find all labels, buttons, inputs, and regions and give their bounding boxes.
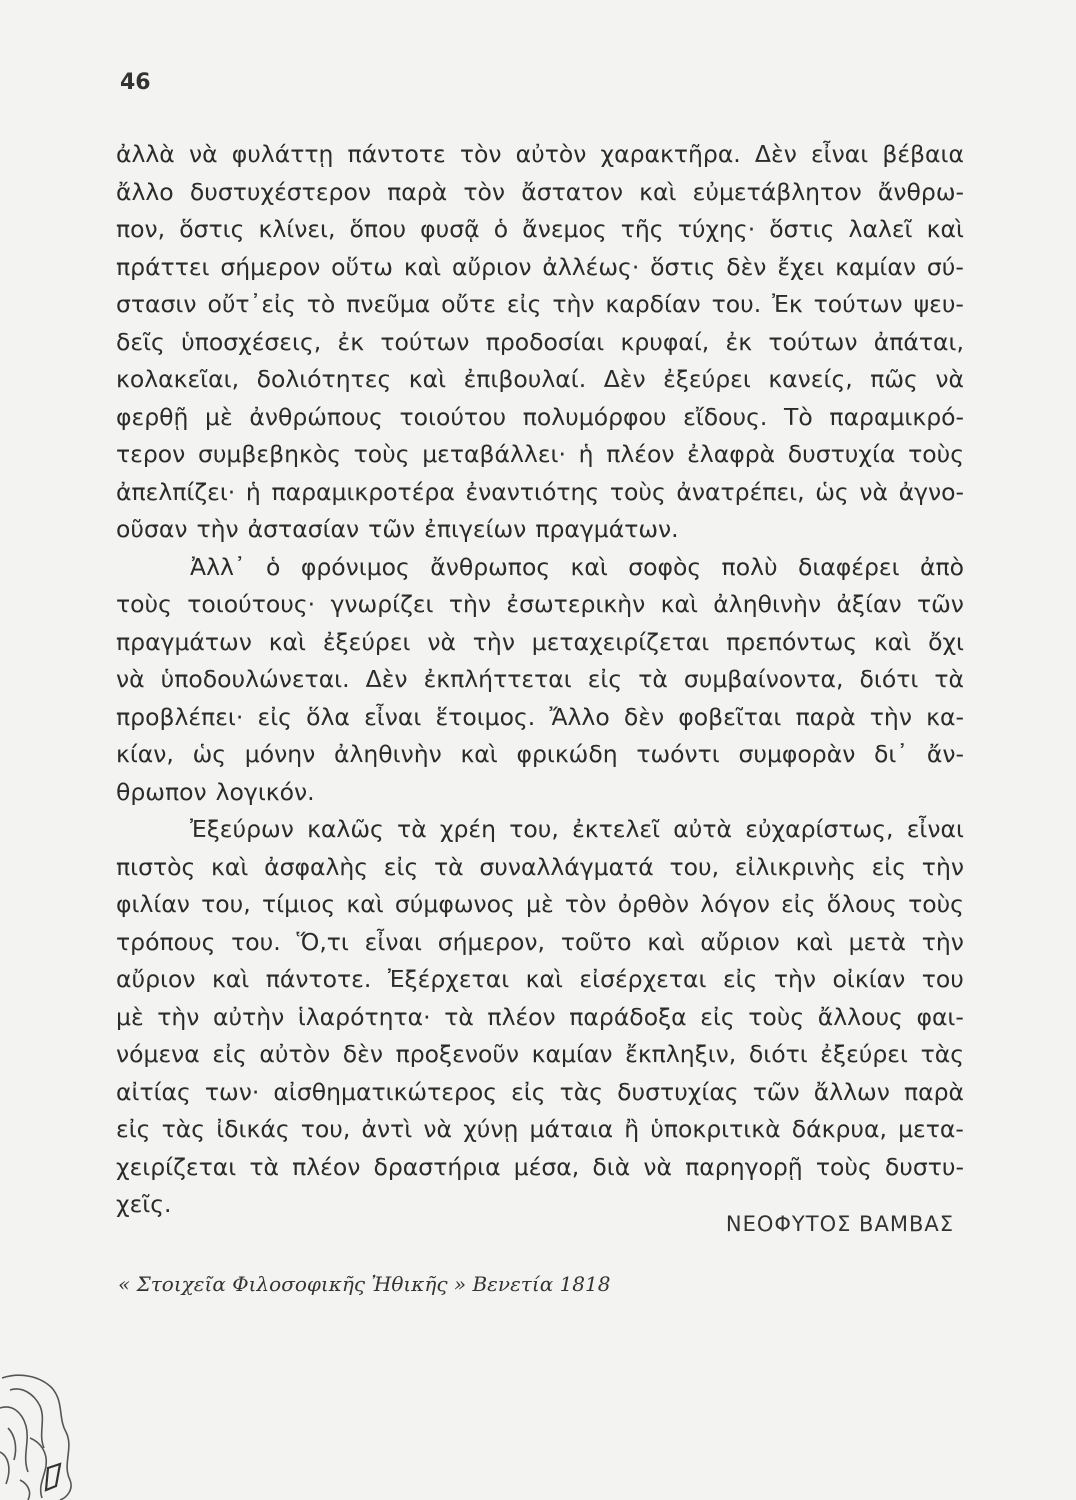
text-line: φερθῇ μὲ ἀνθρώπους τοιούτου πολυμόρφου εἴδους. Τὸ παραμικρό- [116, 402, 964, 431]
text-line: μὲ τὴν αὐτὴν ἱλαρότητα· τὰ πλέον παράδοξα εἰς τοὺς ἄλλους φαι- [116, 1002, 964, 1031]
text-line: ἀλλὰ νὰ φυλάττῃ πάντοτε τὸν αὐτὸν χαρακτῆρα. Δὲν εἶναι βέβαια [116, 140, 964, 168]
text-line: στασιν οὔτ᾽εἰς τὸ πνεῦμα οὔτε εἰς τὴν καρδίαν του. Ἐκ τούτων ψευ- [116, 290, 964, 318]
text-line: χεῖς. [116, 1190, 172, 1218]
text-line: θρωπον λογικόν. [116, 777, 315, 806]
text-line: πον, ὅστις κλίνει, ὅπου φυσᾷ ὁ ἄνεμος τῆς τύχης· ὅστις λαλεῖ καὶ [116, 215, 964, 243]
text-line: πραγμάτων καὶ ἐξεύρει νὰ τὴν μεταχειρίζεται πρεπόντως καὶ ὄχι [116, 627, 964, 656]
body-text [116, 136, 964, 1224]
text-line: αὔριον καὶ πάντοτε. Ἐξέρχεται καὶ εἰσέρχεται εἰς τὴν οἰκίαν του [116, 965, 964, 993]
text-line: τρόπους του. Ὅ,τι εἶναι σήμερον, τοῦτο καὶ αὔριον καὶ μετὰ τὴν [116, 927, 964, 956]
sketch-illustration [0, 1368, 110, 1500]
text-line: πιστὸς καὶ ἀσφαλὴς εἰς τὰ συναλλάγματά του, εἰλικρινὴς εἰς τὴν [116, 852, 964, 881]
text-line: πράττει σήμερον οὕτω καὶ αὔριον ἀλλέως· ὅστις δὲν ἔχει καμίαν σύ- [116, 252, 964, 281]
text-line: κίαν, ὡς μόνην ἀληθινὴν καὶ φρικώδη τωόντι συμφορὰν δι᾽ ἄν- [116, 740, 964, 768]
text-line: Ἐξεύρων καλῶς τὰ χρέη του, ἐκτελεῖ αὐτὰ εὐχαρίστως, εἶναι [190, 815, 964, 843]
text-line: νὰ ὑποδουλώνεται. Δὲν ἐκπλήττεται εἰς τὰ συμβαίνοντα, διότι τὰ [116, 665, 964, 693]
text-line: νόμενα εἰς αὐτὸν δὲν προξενοῦν καμίαν ἔκπληξιν, διότι ἐξεύρει τὰς [116, 1040, 964, 1068]
source-citation: « Στοιχεῖα Φιλοσοφικῆς Ἠθικῆς » Βενετία 1818 [118, 1272, 611, 1296]
text-line: ἀπελπίζει· ἡ παραμικροτέρα ἐναντιότης τοὺς ἀνατρέπει, ὡς νὰ ἀγνο- [116, 477, 964, 506]
text-line: χειρίζεται τὰ πλέον δραστήρια μέσα, διὰ νὰ παρηγορῇ τοὺς δυστυ- [116, 1152, 964, 1181]
text-line: τερον συμβεβηκὸς τοὺς μεταβάλλει· ἡ πλέον ἐλαφρὰ δυστυχία τοὺς [116, 440, 964, 468]
text-line: ἄλλο δυστυχέστερον παρὰ τὸν ἄστατον καὶ εὐμετάβλητον ἄνθρω- [116, 177, 964, 206]
page-number: 46 [120, 70, 151, 95]
text-line: φιλίαν του, τίμιος καὶ σύμφωνος μὲ τὸν ὀρθὸν λόγον εἰς ὅλους τοὺς [116, 890, 964, 918]
text-line: οῦσαν τὴν ἀστασίαν τῶν ἐπιγείων πραγμάτων. [116, 515, 679, 543]
text-line: προβλέπει· εἰς ὅλα εἶναι ἕτοιμος. Ἄλλο δὲν φοβεῖται παρὰ τὴν κα- [116, 702, 964, 731]
text-line: εἰς τὰς ἰδικάς του, ἀντὶ νὰ χύνῃ μάταια ἢ ὑποκριτικὰ δάκρυα, μετα- [116, 1115, 964, 1143]
text-line: Ἀλλ᾽ ὁ φρόνιμος ἄνθρωπος καὶ σοφὸς πολὺ διαφέρει ἀπὸ [190, 552, 964, 581]
text-line: δεῖς ὑποσχέσεις, ἐκ τούτων προδοσίαι κρυφαί, ἐκ τούτων ἀπάται, [116, 327, 964, 356]
text-line: τοὺς τοιούτους· γνωρίζει τὴν ἐσωτερικὴν καὶ ἀληθινὴν ἀξίαν τῶν [116, 590, 964, 618]
author-signature: ΝΕΟΦΥΤΟΣ ΒΑΜΒΑΣ [725, 1212, 954, 1236]
text-line: αἰτίας των· αἰσθηματικώτερος εἰς τὰς δυστυχίας τῶν ἄλλων παρὰ [116, 1077, 964, 1106]
text-line: κολακεῖαι, δολιότητες καὶ ἐπιβουλαί. Δὲν ἐξεύρει κανείς, πῶς νὰ [116, 365, 964, 393]
